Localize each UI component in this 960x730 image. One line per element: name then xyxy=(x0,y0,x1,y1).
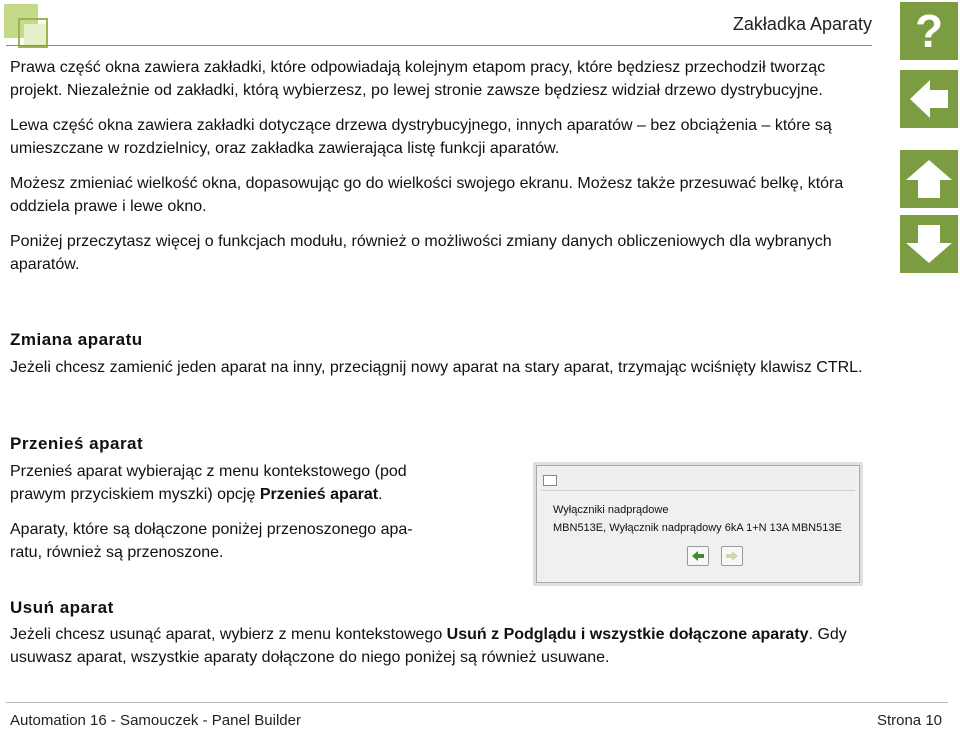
page-title: Zakładka Aparaty xyxy=(732,14,872,34)
intro-paragraph-1: Prawa część okna zawiera zakładki, które odpowiadają kolejnym etapom pracy, które będziesz przechodził tworząc projekt. Niezależnie od zakładki, którą wybierzesz, po lewej stronie zawsze będziesz widział drzewo dystrybucyjne. xyxy=(10,59,826,99)
previous-page-button[interactable] xyxy=(900,150,958,208)
section-change-text: Jeżeli chcesz zamienić jeden aparat na inny, przeciągnij nowy aparat na stary aparat, trzymając wciśnięty klawisz CTRL. xyxy=(10,359,863,376)
section-heading-delete: Usuń aparat xyxy=(10,598,114,617)
screenshot-toolbar xyxy=(541,470,855,491)
screenshot-category: Wyłączniki nadprądowe xyxy=(553,504,669,516)
forward-arrow-icon xyxy=(725,550,739,562)
intro-paragraph-4: Poniżej przeczytasz więcej o funkcjach modułu, również o możliwości zmiany danych obliczeniowych dla wybranych aparatów. xyxy=(10,233,832,273)
section-move-text-a: Przenieś aparat wybierając z menu kontekstowego (pod prawym przyciskiem myszki) opcję Przenieś aparat. xyxy=(10,463,407,503)
section-heading-change: Zmiana aparatu xyxy=(10,330,143,349)
footer-title: Automation 16 - Samouczek - Panel Builder xyxy=(10,712,301,729)
intro-paragraph-2: Lewa część okna zawiera zakładki dotyczące drzewa dystrybucyjnego, innych aparatów – bez obciążenia – które są umieszczane w rozdzielnicy, oraz zakładka zawierająca listę funkcji aparatów. xyxy=(10,117,832,157)
intro-paragraph-3: Możesz zmieniać wielkość okna, dopasowując go do wielkości swojego ekranu. Możesz także przesuwać belkę, która oddziela prawe i lewe okno. xyxy=(10,175,844,215)
header-divider xyxy=(6,45,872,46)
help-icon: ? xyxy=(914,5,944,57)
help-button[interactable] xyxy=(900,2,958,60)
page-number: Strona 10 xyxy=(876,712,942,729)
arrow-down-icon xyxy=(904,221,954,267)
logo xyxy=(4,4,48,48)
screenshot-back-button xyxy=(687,546,709,566)
section-delete-text: Jeżeli chcesz usunąć aparat, wybierz z menu kontekstowego Usuń z Podglądu i wszystkie dołączone aparaty. Gdy usuwasz aparat, wszystkie aparaty dołączone do niego poniżej są również usuwane. xyxy=(10,626,847,666)
embedded-screenshot xyxy=(536,465,860,583)
section-move-body xyxy=(10,460,490,564)
screenshot-forward-button xyxy=(721,546,743,566)
arrow-up-icon xyxy=(904,156,954,202)
window-icon xyxy=(543,475,557,486)
back-button[interactable] xyxy=(900,70,958,128)
footer-divider xyxy=(6,702,948,703)
arrow-left-icon xyxy=(906,76,952,122)
next-page-button[interactable] xyxy=(900,215,958,273)
section-heading-move: Przenieś aparat xyxy=(10,434,144,453)
section-move-text-b: Aparaty, które są dołączone poniżej przenoszonego apa- ratu, również są przenoszone. xyxy=(10,521,413,561)
back-arrow-icon xyxy=(691,550,705,562)
intro xyxy=(10,56,882,276)
screenshot-device: MBN513E, Wyłącznik nadprądowy 6kA 1+N 13A MBN513E xyxy=(553,522,842,534)
section-change-body xyxy=(10,356,882,379)
section-delete-body xyxy=(10,623,882,669)
